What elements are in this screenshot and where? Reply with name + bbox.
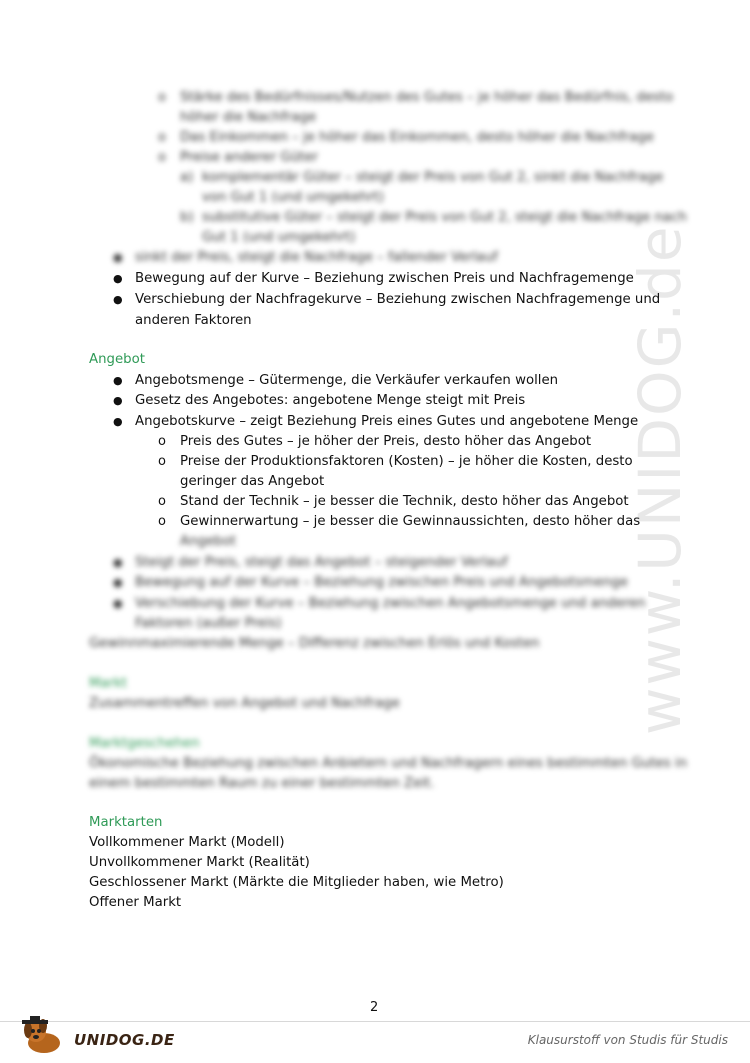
angebot-sub-bullet-cont: geringer das Angebot xyxy=(180,474,325,489)
blurred-line: Steigt der Preis, steigt das Angebot – steigender Verlauf xyxy=(135,555,508,570)
angebot-sub-bullet: Gewinnerwartung – je besser die Gewinnaussichten, desto höher das xyxy=(180,514,641,529)
blurred-line: einem bestimmten Raum zu einer bestimmten Zeit. xyxy=(89,776,435,791)
blurred-line: Preise anderer Güter xyxy=(180,150,319,165)
list-letter: b) xyxy=(180,210,194,225)
unidog-logo xyxy=(20,1016,175,1056)
dog-icon xyxy=(20,1016,72,1056)
blurred-line: Das Einkommen – je höher das Einkommen, desto höher die Nachfrage xyxy=(180,130,654,145)
blurred-line: Faktoren (außer Preis) xyxy=(135,616,282,631)
bullet-icon: ● xyxy=(113,415,123,428)
marktarten-item: Offener Markt xyxy=(89,895,182,910)
sub-bullet-icon: o xyxy=(158,90,166,105)
angebot-sub-bullet: Preise der Produktionsfaktoren (Kosten) – je höher die Kosten, desto xyxy=(180,454,633,469)
section-heading-marktarten: Marktarten xyxy=(89,815,163,830)
blurred-line: höher die Nachfrage xyxy=(180,110,317,125)
sub-bullet-icon: o xyxy=(158,514,166,529)
watermark: www.UNIDOG.de xyxy=(626,224,694,735)
bullet-icon: ● xyxy=(113,374,123,387)
marktarten-item: Geschlossener Markt (Märkte die Mitglieder haben, wie Metro) xyxy=(89,875,504,890)
sub-bullet-icon: o xyxy=(158,150,166,165)
sub-bullet-icon: o xyxy=(158,434,166,449)
angebot-sub-bullet-cont: Angebot xyxy=(180,534,236,549)
blurred-line: von Gut 1 (und umgekehrt) xyxy=(202,190,384,205)
bullet-icon: ● xyxy=(113,556,123,569)
bullet-icon: ● xyxy=(113,576,123,589)
marktarten-item: Vollkommener Markt (Modell) xyxy=(89,835,285,850)
marktarten-item: Unvollkommener Markt (Realität) xyxy=(89,855,310,870)
bullet-icon: ● xyxy=(113,272,123,285)
section-heading-marktgeschehen: Marktgeschehen xyxy=(89,736,200,751)
bullet-icon: ● xyxy=(113,251,123,264)
angebot-sub-bullet: Preis des Gutes – je höher der Preis, desto höher das Angebot xyxy=(180,434,592,449)
sub-bullet-icon: o xyxy=(158,130,166,145)
angebot-bullet: Angebotsmenge – Gütermenge, die Verkäufer verkaufen wollen xyxy=(135,373,559,388)
blurred-line: substitutive Güter – steigt der Preis von Gut 2, steigt die Nachfrage nach xyxy=(202,210,687,225)
nachfrage-bullet: Verschiebung der Nachfragekurve – Beziehung zwischen Nachfragemenge und xyxy=(135,292,661,307)
blurred-line: Gut 1 (und umgekehrt) xyxy=(202,230,356,245)
angebot-sub-bullet: Stand der Technik – je besser die Technik, desto höher das Angebot xyxy=(180,494,629,509)
blurred-line: Bewegung auf der Kurve – Beziehung zwischen Preis und Angebotsmenge xyxy=(135,575,628,590)
page-number: 2 xyxy=(370,1000,379,1015)
section-heading-markt: Markt xyxy=(89,676,128,691)
nachfrage-bullet: Bewegung auf der Kurve – Beziehung zwischen Preis und Nachfragemenge xyxy=(135,271,634,286)
footer-tagline: Klausurstoff von Studis für Studis xyxy=(527,1033,728,1047)
logo-text: UNIDOG.DE xyxy=(74,1031,175,1049)
blurred-line: Stärke des Bedürfnisses/Nutzen des Gutes – je höher das Bedürfnis, desto xyxy=(180,90,674,105)
blurred-line: Ökonomische Beziehung zwischen Anbietern und Nachfragern eines bestimmten Gutes in xyxy=(89,756,687,771)
blurred-line: sinkt der Preis, steigt die Nachfrage – fallender Verlauf xyxy=(135,250,498,265)
bullet-icon: ● xyxy=(113,597,123,610)
bullet-icon: ● xyxy=(113,293,123,306)
blurred-line: Verschiebung der Kurve – Beziehung zwischen Angebotsmenge und anderen xyxy=(135,596,646,611)
angebot-bullet: Angebotskurve – zeigt Beziehung Preis eines Gutes und angebotene Menge xyxy=(135,414,639,429)
list-letter: a) xyxy=(180,170,194,185)
blurred-line: Zusammentreffen von Angebot und Nachfrage xyxy=(89,696,400,711)
sub-bullet-icon: o xyxy=(158,494,166,509)
bullet-icon: ● xyxy=(113,394,123,407)
blurred-line: komplementär Güter – steigt der Preis von Gut 2, sinkt die Nachfrage xyxy=(202,170,664,185)
angebot-bullet: Gesetz des Angebotes: angebotene Menge steigt mit Preis xyxy=(135,393,526,408)
nachfrage-bullet-cont: anderen Faktoren xyxy=(135,313,252,328)
section-heading-angebot: Angebot xyxy=(89,352,145,367)
blurred-line: Gewinnmaximierende Menge – Differenz zwischen Erlös und Kosten xyxy=(89,636,540,651)
sub-bullet-icon: o xyxy=(158,454,166,469)
